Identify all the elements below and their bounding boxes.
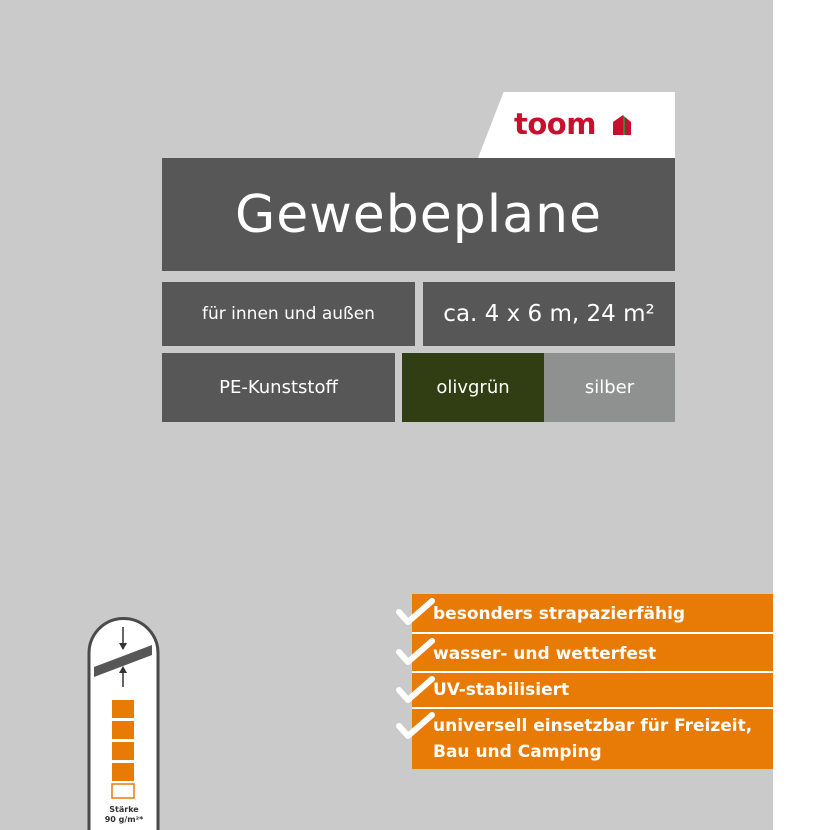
- size-text: ca. 4 x 6 m, 24 m²: [443, 301, 655, 327]
- thickness-label-block: [95, 805, 153, 825]
- thickness-segments: [112, 700, 134, 798]
- thickness-segment: [112, 721, 134, 739]
- thickness-value: 90 g/m²*: [104, 815, 144, 824]
- feature-item: universell einsetzbar für Freizeit,: [433, 716, 753, 736]
- feature-item: UV-stabilisiert: [433, 680, 570, 700]
- material-box: [162, 353, 395, 422]
- check-icon: [396, 676, 436, 706]
- thickness-segment: [112, 763, 134, 781]
- color-swatch-olive: [402, 353, 544, 422]
- check-icon: [396, 712, 436, 742]
- product-title: Gewebeplane: [234, 184, 603, 245]
- feature-item: besonders strapazierfähig: [433, 604, 686, 624]
- size-box: [423, 282, 675, 346]
- usage-box: [162, 282, 415, 346]
- feature-item: wasser- und wetterfest: [433, 644, 657, 664]
- brand-logo-text: toom: [514, 107, 596, 141]
- feature-divider: [412, 707, 773, 709]
- feature-item: Bau und Camping: [433, 742, 602, 762]
- thickness-label: Stärke: [109, 805, 139, 814]
- thickness-gauge-icon: [86, 615, 161, 830]
- thickness-segment: [112, 700, 134, 718]
- color-swatch-silver: [544, 353, 675, 422]
- color-label-silver: silber: [584, 377, 635, 398]
- check-icon: [396, 638, 436, 668]
- feature-divider: [412, 632, 773, 634]
- feature-divider: [412, 671, 773, 673]
- material-text: PE-Kunststoff: [219, 377, 338, 398]
- color-label-olive: olivgrün: [436, 377, 510, 398]
- thickness-segment: [112, 742, 134, 760]
- usage-text: für innen und außen: [202, 304, 375, 324]
- product-title-box: [162, 158, 675, 271]
- house-logo-icon: [611, 114, 633, 136]
- check-icon: [396, 598, 436, 628]
